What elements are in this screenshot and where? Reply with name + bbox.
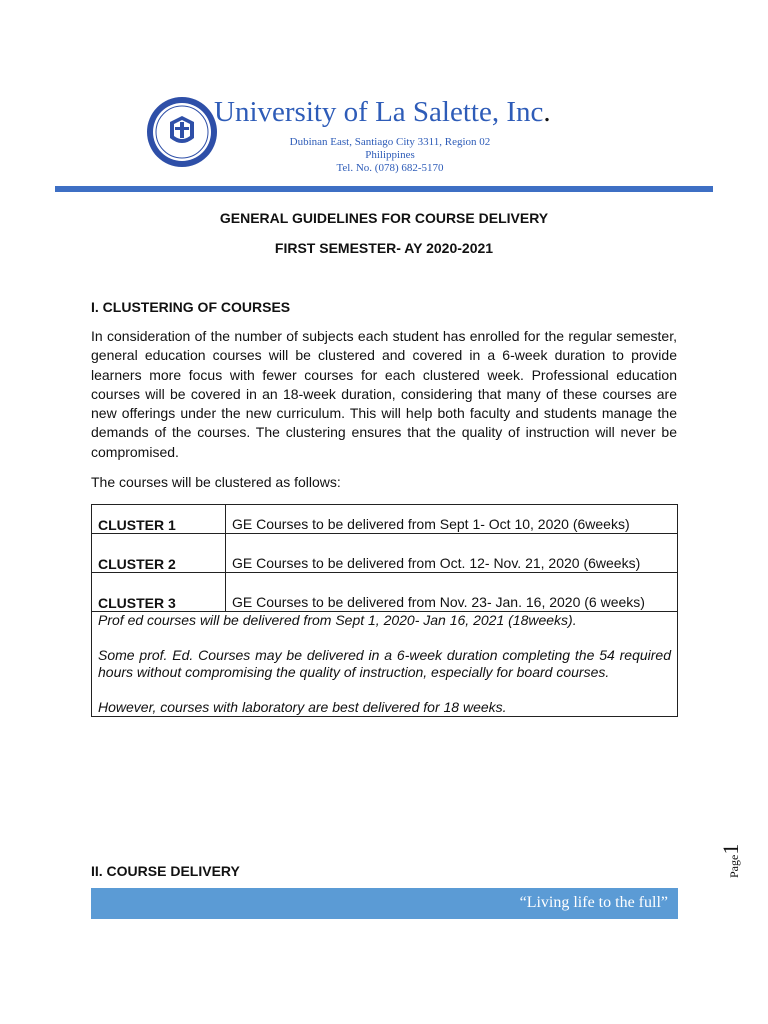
- note-text: However, courses with laboratory are best delivered for 18 weeks.: [98, 698, 507, 715]
- clustering-paragraph: In consideration of the number of subjects each student has enrolled for the regular semester, general education courses will be clustered and covered in a 6-week duration to provide learners more focus with fewer courses for each clustered week. Professional education courses will be covered in an 18-week duration, considering that many of these courses are new offerings under the new curriculum. This will help both faculty and students manage the demands of the courses. The clustering ensures that the quality of instruction will never be compromised.: [91, 328, 677, 460]
- header-divider: [55, 186, 713, 192]
- cluster-name: CLUSTER 2: [92, 534, 226, 573]
- address-country: Philippines: [365, 149, 415, 161]
- university-seal-logo: [146, 96, 218, 168]
- table-row: [92, 534, 678, 573]
- table-row: [92, 612, 678, 717]
- document-title: GENERAL GUIDELINES FOR COURSE DELIVERY: [219, 210, 549, 226]
- cluster-name: CLUSTER 3: [92, 573, 226, 612]
- table-row: [92, 573, 678, 612]
- cluster-name: CLUSTER 1: [92, 505, 226, 534]
- telephone-number: Tel. No. (078) 682-5170: [336, 162, 444, 174]
- footer-motto: “Living life to the full”: [519, 894, 668, 911]
- page-number-value: 1: [718, 843, 743, 855]
- note-text: Some prof. Ed. Courses may be delivered in a 6-week duration completing the 54 required hours without compromising the quality of instruction, especially for board courses.: [98, 646, 671, 680]
- cluster-description: GE Courses to be delivered from Nov. 23- Jan. 16, 2020 (6 weeks): [226, 573, 678, 612]
- table-row: [92, 505, 678, 534]
- page-number: [718, 844, 744, 878]
- page-word: Page: [727, 854, 741, 878]
- letterhead: [0, 0, 768, 200]
- cluster-description: GE Courses to be delivered from Sept 1- Oct 10, 2020 (6weeks): [226, 505, 678, 534]
- university-address: [270, 136, 510, 175]
- cluster-description: GE Courses to be delivered from Oct. 12- Nov. 21, 2020 (6weeks): [226, 534, 678, 573]
- university-name: University of La Salette, Inc.: [214, 96, 551, 128]
- address-line: Dubinan East, Santiago City 3311, Region 02: [289, 136, 491, 148]
- section-heading-course-delivery: II. COURSE DELIVERY: [91, 863, 240, 879]
- footer-banner: [91, 888, 678, 919]
- section-heading-clustering: I. CLUSTERING OF COURSES: [91, 299, 291, 315]
- prof-ed-notes: [92, 612, 678, 717]
- document-subtitle: FIRST SEMESTER- AY 2020-2021: [274, 240, 494, 256]
- note-text: Prof ed courses will be delivered from Sept 1, 2020- Jan 16, 2021 (18weeks).: [98, 612, 577, 628]
- cluster-table: [91, 504, 678, 717]
- clusters-lead-text: The courses will be clustered as follows:: [91, 474, 341, 490]
